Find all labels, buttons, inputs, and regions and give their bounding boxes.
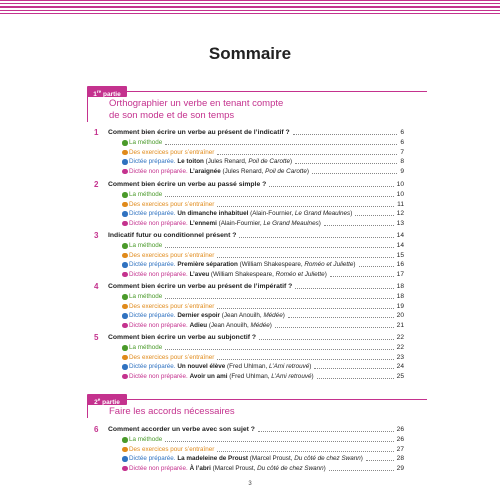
entry-text: [129, 372, 314, 382]
entry-page: 24: [396, 363, 404, 370]
entry-source-author: (Alain-Fournier,: [250, 210, 295, 217]
green-bullet-icon: [122, 294, 128, 300]
dot-leader: [329, 470, 394, 471]
entry-source: [219, 220, 321, 227]
entry-source-work: Le Grand Meaulnes: [263, 219, 319, 227]
toc-entry-preparee[interactable]: [94, 209, 404, 219]
part-header: [87, 86, 427, 120]
part-title-line-1: Faire les accords nécessaires: [109, 406, 235, 417]
chapter-heading[interactable]: [94, 425, 404, 435]
entry-label: Dictée préparée.: [129, 363, 176, 370]
pink-bullet-icon: [122, 466, 128, 472]
toc-entry-exercices[interactable]: [94, 251, 404, 261]
entry-label: Dictée non préparée.: [129, 464, 188, 472]
toc-entry-exercices[interactable]: [94, 200, 404, 210]
orange-bullet-icon: [122, 150, 128, 156]
toc-entry-preparee[interactable]: [94, 260, 404, 270]
chapter-number: 2: [94, 180, 99, 189]
chapter-number: 4: [94, 282, 99, 291]
entry-source-work: Du côté de chez Swann: [257, 464, 324, 472]
entry-text: [129, 167, 309, 177]
chapter-heading[interactable]: [94, 333, 404, 343]
entry-title: À l’abri: [189, 464, 211, 472]
entry-page: 13: [396, 219, 404, 227]
entry-page: 22: [396, 344, 404, 351]
chapter-page: 18: [396, 283, 404, 290]
dot-leader: [258, 431, 394, 432]
entry-text: [129, 362, 311, 372]
entry-page: 14: [396, 242, 404, 249]
entry-source-author: (Jean Anouilh,: [221, 312, 264, 319]
entry-source-author: (Marcel Proust,: [212, 464, 258, 472]
entry-page: 7: [400, 148, 404, 156]
part-header: [87, 394, 427, 428]
toc-entry-nonpreparee[interactable]: [94, 270, 404, 280]
entry-label: Dictée préparée.: [129, 312, 176, 319]
chapter-page: 14: [396, 232, 404, 239]
entry-page: 16: [396, 261, 404, 268]
part-bracket: [87, 96, 93, 122]
dot-leader: [295, 163, 397, 164]
entry-page: 12: [396, 210, 404, 217]
entry-source: [222, 168, 308, 175]
entry-text: [129, 292, 162, 302]
part-rule: [127, 399, 427, 400]
entry-text: [129, 219, 321, 229]
entry-text: [129, 260, 356, 270]
entry-source-author: (Fred Uhlman,: [227, 363, 270, 370]
entry-title: Adieu: [189, 321, 208, 329]
entry-title: Un nouvel élève: [177, 363, 226, 370]
toc-entry-methode[interactable]: [94, 292, 404, 302]
chapter-number: 1: [94, 128, 99, 137]
entry-source-close: ): [318, 219, 321, 227]
part-title-line-1: Orthographier un verbe en tenant compte: [109, 98, 284, 109]
entry-text: [129, 343, 162, 353]
dot-leader: [217, 257, 394, 258]
entry-page: 19: [396, 302, 404, 310]
entry-label: Dictée préparée.: [129, 158, 176, 165]
entry-page: 25: [396, 372, 404, 380]
entry-source: [229, 373, 313, 380]
entry-source-close: ): [269, 321, 272, 329]
entry-source-author: (Jean Anouilh,: [208, 321, 251, 329]
entry-source: [206, 158, 292, 165]
entry-source-author: (William Shakespeare,: [210, 270, 276, 278]
chapter-title: Comment accorder un verbe avec son sujet ?: [108, 426, 255, 433]
entry-text: [129, 200, 214, 210]
part-rule: [127, 91, 427, 92]
page-title: Sommaire: [208, 44, 292, 63]
dot-leader: [275, 327, 394, 328]
entry-source-work: L’Ami retrouvé: [269, 363, 310, 370]
entry-label: Dictée non préparée.: [129, 219, 188, 227]
entry-label: Des exercices pour s’entraîner: [129, 251, 215, 259]
entry-label: La méthode: [129, 293, 163, 300]
entry-source: [222, 312, 285, 319]
entry-source-author: (William Shakespeare,: [239, 261, 305, 268]
dot-leader: [165, 441, 394, 442]
entry-source: [209, 322, 272, 329]
entry-source-work: Poil de Carotte: [248, 158, 291, 165]
entry-source: [227, 363, 311, 370]
dot-leader: [165, 196, 394, 197]
toc-entry-preparee[interactable]: [94, 454, 404, 464]
entry-source-close: ): [323, 464, 326, 472]
orange-bullet-icon: [122, 304, 128, 310]
pink-bullet-icon: [122, 374, 128, 380]
dot-leader: [165, 298, 394, 299]
chapter-number: 6: [94, 425, 99, 434]
green-bullet-icon: [122, 140, 128, 146]
chapter-2[interactable]: [94, 180, 404, 228]
entry-label: Des exercices pour s’entraîner: [129, 445, 215, 453]
entry-label: La méthode: [129, 242, 163, 249]
green-bullet-icon: [122, 192, 128, 198]
entry-label: Dictée préparée.: [129, 210, 176, 217]
dot-leader: [217, 359, 394, 360]
entry-page: 18: [396, 293, 404, 300]
part-bracket: [87, 404, 93, 418]
toc-entry-nonpreparee[interactable]: [94, 167, 404, 177]
entry-source: [240, 261, 356, 268]
entry-title: Avoir un ami: [189, 372, 228, 380]
entry-page: 15: [396, 251, 404, 259]
entry-page: 8: [400, 158, 404, 165]
entry-label: Des exercices pour s’entraîner: [129, 148, 215, 156]
entry-text: [129, 270, 327, 280]
entry-source-author: (Alain-Fournier,: [218, 219, 264, 227]
dot-leader: [165, 247, 394, 248]
entry-title: L’araignée: [189, 167, 221, 175]
blue-bullet-icon: [122, 159, 128, 165]
entry-text: [129, 251, 214, 261]
dot-leader: [293, 134, 397, 135]
entry-source: [250, 210, 352, 217]
part-badge-word: partie: [102, 399, 120, 407]
entry-source-work: Roméo et Juliette: [304, 261, 354, 268]
dot-leader: [217, 154, 397, 155]
entry-text: [129, 302, 214, 312]
entry-source-author: (Jules Renard,: [205, 158, 249, 165]
toc-entry-nonpreparee[interactable]: [94, 219, 404, 229]
entry-source-work: Roméo et Juliette: [275, 270, 325, 278]
dot-leader: [295, 288, 394, 289]
orange-bullet-icon: [122, 253, 128, 259]
part-badge-suffix: re: [96, 89, 102, 94]
part-badge-suffix: e: [97, 397, 101, 402]
part-badge: [87, 86, 127, 97]
page-number: 3: [248, 481, 252, 487]
dot-leader: [314, 368, 394, 369]
dot-leader: [239, 237, 394, 238]
entry-text: [129, 454, 363, 464]
dot-leader: [312, 173, 397, 174]
entry-title: L’aveu: [189, 270, 210, 278]
entry-source-work: L’Ami retrouvé: [271, 372, 312, 380]
green-bullet-icon: [122, 243, 128, 249]
orange-bullet-icon: [122, 202, 128, 208]
part-badge-word: partie: [103, 91, 121, 99]
toc-entry-methode[interactable]: [94, 190, 404, 200]
dot-leader: [217, 451, 394, 452]
dot-leader: [366, 460, 394, 461]
blue-bullet-icon: [122, 456, 128, 462]
dot-leader: [259, 339, 394, 340]
part-badge-number: 1: [93, 91, 97, 99]
toc-entry-methode[interactable]: [94, 343, 404, 353]
toc-entry-preparee[interactable]: [94, 362, 404, 372]
chapter-page: 6: [400, 129, 404, 136]
entry-source-close: ): [306, 167, 309, 175]
chapter-number: 5: [94, 333, 99, 342]
dot-leader: [355, 215, 394, 216]
dot-leader: [359, 266, 394, 267]
entry-label: La méthode: [129, 436, 163, 443]
entry-source-work: Poil de Carotte: [265, 167, 307, 175]
entry-source-author: (Fred Uhlman,: [229, 372, 272, 380]
entry-text: [129, 445, 214, 455]
entry-page: 10: [396, 191, 404, 198]
entry-label: Dictée non préparée.: [129, 372, 188, 380]
chapter-title: Comment bien écrire un verbe au présent de l’indicatif ?: [108, 129, 290, 136]
toc-entry-nonpreparee[interactable]: [94, 372, 404, 382]
entry-source-work: Du côté de chez Swann: [294, 455, 361, 462]
toc-entry-exercices[interactable]: [94, 353, 404, 363]
pink-bullet-icon: [122, 323, 128, 329]
entry-source: [213, 465, 326, 472]
entry-text: [129, 157, 292, 167]
dot-leader: [217, 206, 394, 207]
dot-leader: [269, 186, 394, 187]
entry-page: 11: [397, 200, 404, 208]
entry-page: 20: [396, 312, 404, 319]
entry-page: 21: [396, 321, 404, 329]
chapter-heading[interactable]: [94, 128, 404, 138]
toc-entry-nonpreparee[interactable]: [94, 321, 404, 331]
blue-bullet-icon: [122, 313, 128, 319]
dot-leader: [165, 144, 397, 145]
toc-entry-methode[interactable]: [94, 435, 404, 445]
dot-leader: [165, 349, 394, 350]
dot-leader: [288, 317, 394, 318]
entry-source-work: Médée: [250, 321, 270, 329]
entry-page: 9: [400, 167, 404, 175]
entry-label: Dictée non préparée.: [129, 321, 188, 329]
entry-text: [129, 464, 326, 474]
entry-label: La méthode: [129, 344, 163, 351]
chapter-page: 26: [396, 426, 404, 433]
pink-bullet-icon: [122, 221, 128, 227]
chapter-6[interactable]: [94, 425, 404, 473]
green-bullet-icon: [122, 345, 128, 351]
toc-entry-nonpreparee[interactable]: [94, 464, 404, 474]
chapter-heading[interactable]: [94, 282, 404, 292]
toc-entry-exercices[interactable]: [94, 302, 404, 312]
entry-label: Des exercices pour s’entraîner: [129, 200, 215, 208]
entry-title: Le toiton: [177, 158, 204, 165]
entry-label: La méthode: [129, 191, 163, 198]
entry-text: [129, 190, 162, 200]
blue-bullet-icon: [122, 211, 128, 217]
entry-source: [250, 455, 363, 462]
entry-source-close: ): [353, 261, 356, 268]
dot-leader: [324, 225, 394, 226]
chapter-4[interactable]: [94, 282, 404, 330]
toc-entry-exercices[interactable]: [94, 445, 404, 455]
chapter-title: Indicatif futur ou conditionnel présent ?: [108, 232, 237, 239]
dot-leader: [217, 308, 394, 309]
pink-bullet-icon: [122, 272, 128, 278]
pink-bullet-icon: [122, 169, 128, 175]
entry-text: [129, 241, 162, 251]
entry-title: Un dimanche inhabituel: [177, 210, 249, 217]
orange-bullet-icon: [122, 355, 128, 361]
toc-entry-exercices[interactable]: [94, 148, 404, 158]
entry-text: [129, 321, 272, 331]
entry-title: La madeleine de Proust: [177, 455, 248, 462]
entry-page: 17: [396, 270, 404, 278]
entry-label: Dictée non préparée.: [129, 270, 188, 278]
entry-page: 27: [396, 445, 404, 453]
entry-source-close: ): [324, 270, 327, 278]
entry-label: Dictée préparée.: [129, 455, 176, 462]
part-badge-number: 2: [94, 399, 98, 407]
chapter-heading[interactable]: [94, 180, 404, 190]
entry-page: 6: [400, 139, 404, 146]
entry-label: Des exercices pour s’entraîner: [129, 302, 215, 310]
entry-text: [129, 209, 352, 219]
chapter-1[interactable]: [94, 128, 404, 176]
chapter-heading[interactable]: [94, 231, 404, 241]
entry-source-close: ): [309, 363, 312, 370]
entry-page: 26: [396, 436, 404, 443]
header-stripes: [0, 0, 500, 16]
entry-label: Des exercices pour s’entraîner: [129, 353, 215, 361]
entry-label: La méthode: [129, 139, 163, 146]
entry-text: [129, 311, 285, 321]
entry-title: L’ennemi: [189, 219, 217, 227]
entry-source-author: (Jules Renard,: [222, 167, 266, 175]
chapter-5[interactable]: [94, 333, 404, 381]
chapter-number: 3: [94, 231, 99, 240]
toc-entry-preparee[interactable]: [94, 311, 404, 321]
green-bullet-icon: [122, 437, 128, 443]
entry-source-close: ): [350, 210, 353, 217]
part-badge: [87, 394, 127, 405]
toc-entry-methode[interactable]: [94, 241, 404, 251]
entry-page: 23: [396, 353, 404, 361]
chapter-3[interactable]: [94, 231, 404, 279]
part-title-line-2: de son mode et de son temps: [109, 110, 235, 121]
dot-leader: [330, 276, 394, 277]
chapter-title: Comment bien écrire un verbe au passé simple ?: [108, 181, 267, 188]
chapter-page: 10: [396, 181, 404, 188]
entry-label: Dictée non préparée.: [129, 167, 188, 175]
orange-bullet-icon: [122, 447, 128, 453]
entry-page: 29: [396, 464, 404, 472]
dot-leader: [317, 378, 394, 379]
entry-title: Dernier espoir: [177, 312, 221, 319]
entry-source-work: Médée: [263, 312, 283, 319]
entry-text: [129, 148, 214, 158]
entry-text: [129, 353, 214, 363]
entry-source-close: ): [290, 158, 293, 165]
chapter-title: Comment bien écrire un verbe au présent de l’impératif ?: [108, 283, 293, 290]
entry-source-close: ): [282, 312, 285, 319]
entry-source: [211, 271, 327, 278]
blue-bullet-icon: [122, 262, 128, 268]
entry-source-close: ): [311, 372, 314, 380]
entry-title: Première séparation: [177, 261, 238, 268]
entry-text: [129, 435, 162, 445]
blue-bullet-icon: [122, 364, 128, 370]
entry-text: [129, 138, 162, 148]
entry-label: Dictée préparée.: [129, 261, 176, 268]
entry-source-work: Le Grand Meaulnes: [294, 210, 351, 217]
toc-entry-methode[interactable]: [94, 138, 404, 148]
entry-source-close: ): [360, 455, 363, 462]
entry-source-author: (Marcel Proust,: [249, 455, 295, 462]
chapter-page: 22: [396, 334, 404, 341]
entry-page: 28: [396, 455, 404, 462]
chapter-title: Comment bien écrire un verbe au subjonctif ?: [108, 334, 257, 341]
toc-entry-preparee[interactable]: [94, 157, 404, 167]
